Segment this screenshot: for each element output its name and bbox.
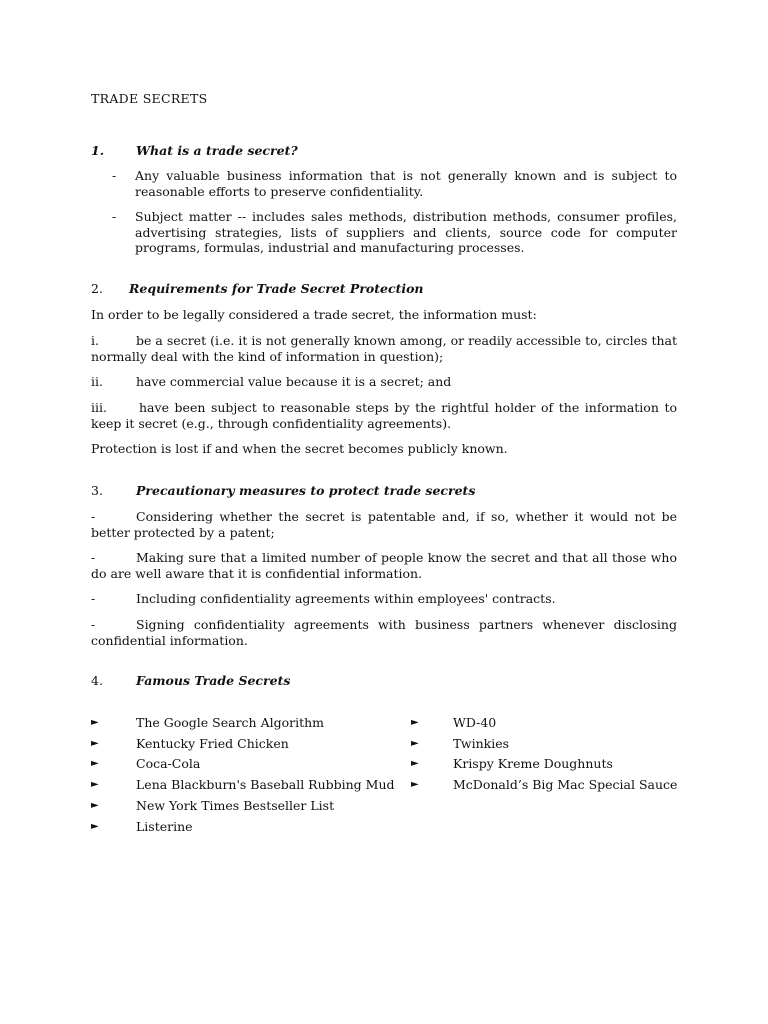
dash-marker: - [91,550,96,565]
section-2-intro: In order to be legally considered a trade secret, the information must: [91,307,537,322]
section-number: 2. [91,281,103,296]
bullet-arrow-icon: ► [91,738,99,749]
bullet-arrow-icon: ► [91,821,99,832]
bullet-arrow-icon: ► [91,779,99,790]
list-item-text: Krispy Kreme Doughnuts [453,756,613,771]
section-number: 3. [91,483,103,498]
precaution-text: Considering whether the secret is patentable and, if so, whether it would not be better protected by a patent; [91,509,677,540]
requirement-item [91,400,677,431]
list-item-text: McDonald’s Big Mac Special Sauce [453,777,678,792]
bullet-arrow-icon: ► [411,758,419,769]
bullet-arrow-icon: ► [91,800,99,811]
precaution-text: Making sure that a limited number of people know the secret and that all those who do are well aware that it is confidential information. [91,550,677,581]
bullet-arrow-icon: ► [411,717,419,728]
list-item-text: The Google Search Algorithm [136,715,325,730]
roman-numeral: iii. [91,400,107,415]
list-item-text: Subject matter -- includes sales methods, distribution methods, consumer profiles, advertising strategies, lists of suppliers and clients, source code for computer programs, formulas, industrial and manufacturing processes. [135,209,677,255]
section-number: 4. [91,673,103,688]
list-item-text: WD-40 [453,715,497,730]
section-title: Requirements for Trade Secret Protection [129,281,424,296]
section-title: What is a trade secret? [136,143,298,158]
requirement-item [91,374,677,390]
list-item-text: Listerine [136,819,193,834]
list-item-text: Lena Blackburn's Baseball Rubbing Mud [136,777,395,792]
bullet-arrow-icon: ► [91,758,99,769]
section-number: 1. [91,143,105,158]
document-title: TRADE SECRETS [91,91,208,106]
roman-numeral: i. [91,333,99,348]
dash-marker: - [91,509,96,524]
dash-marker: - [91,617,96,632]
bullet-arrow-icon: ► [411,779,419,790]
requirement-text: have been subject to reasonable steps by the rightful holder of the information to keep it secret (e.g., through confidentiality agreements). [91,400,677,431]
bullet-arrow-icon: ► [91,717,99,728]
dash-marker: - [112,209,117,224]
list-item-text: New York Times Bestseller List [136,798,335,813]
precaution-item [91,617,677,648]
list-item-text: Kentucky Fried Chicken [136,736,289,751]
list-item-text: Coca-Cola [136,756,201,771]
dash-marker: - [91,591,96,606]
roman-numeral: ii. [91,374,103,389]
requirement-text: have commercial value because it is a secret; and [136,374,452,389]
precaution-text: Including confidentiality agreements within employees' contracts. [136,591,556,606]
section-2-closing: Protection is lost if and when the secret becomes publicly known. [91,441,508,456]
list-item-text: Twinkies [453,736,510,751]
section-title: Famous Trade Secrets [136,673,291,688]
section-title: Precautionary measures to protect trade secrets [136,483,476,498]
dash-marker: - [112,168,117,183]
precaution-item [91,591,677,607]
precaution-item [91,550,677,581]
precaution-text: Signing confidentiality agreements with business partners whenever disclosing confidential information. [91,617,677,648]
bullet-arrow-icon: ► [411,738,419,749]
list-item-text: Any valuable business information that is not generally known and is subject to reasonable efforts to preserve confidentiality. [135,168,677,199]
requirement-text: be a secret (i.e. it is not generally known among, or readily accessible to, circles that normally deal with the kind of information in question); [91,333,677,364]
precaution-item [91,509,677,540]
requirement-item [91,333,677,364]
